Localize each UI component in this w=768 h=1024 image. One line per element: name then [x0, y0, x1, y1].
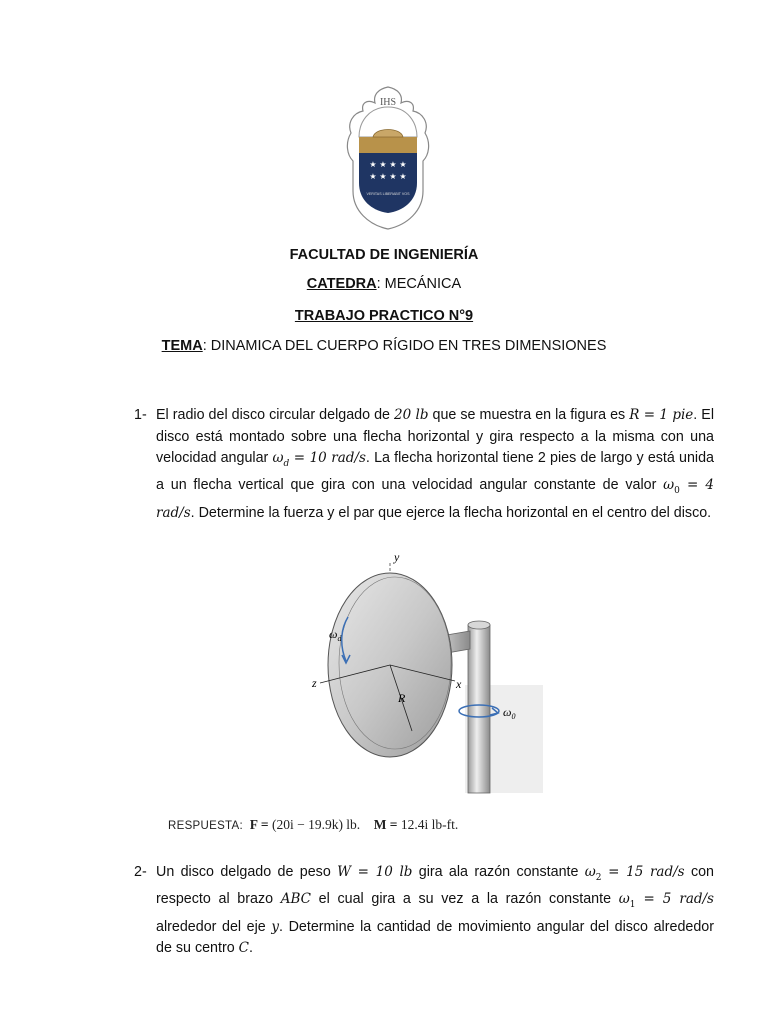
catedra-line: [0, 276, 768, 292]
svg-text:R: R: [398, 691, 406, 705]
tema-value: : DINAMICA DEL CUERPO RÍGIDO EN TRES DIMENSIONES: [202, 338, 607, 354]
svg-text:★: ★: [369, 172, 377, 181]
svg-text:★: ★: [389, 160, 397, 169]
practico-title: TRABAJO PRACTICO N°9: [294, 308, 474, 324]
svg-text:IHS: IHS: [379, 97, 397, 108]
svg-text:★: ★: [369, 160, 377, 169]
svg-text:★: ★: [379, 172, 387, 181]
catedra-label: CATEDRA: [306, 276, 377, 292]
svg-text:★: ★: [399, 160, 407, 169]
catedra-value: : MECÁNICA: [376, 276, 462, 292]
problem-1-text: El radio del disco circular delgado de 20 lb que se muestra en la figura es R = 1 pie. El disco está montado sobre una flecha horizontal y gira respecto a la misma con una velocidad angular $\omega_d = 10$ rad/s. La flecha horizontal tiene 2 pies de largo y está unida a un flecha vertical que gira con una velocidad angular constante de valor $\omega_0 = 4$ rad/s. Determine la fuerza y el par que ejerce la flecha horizontal en el centro del disco.: [156, 407, 715, 521]
svg-text:ω0: $\omega_0$: [503, 705, 516, 721]
problem-2: [134, 862, 714, 960]
disk-shaft-figure: [300, 545, 545, 795]
svg-text:x: x: [456, 677, 462, 691]
tema-label: TEMA: [161, 338, 203, 354]
svg-text:ωd: $\omega_d$: [329, 627, 342, 643]
faculty-title: FACULTAD DE INGENIERÍA: [289, 247, 479, 263]
svg-text:★: ★: [379, 160, 387, 169]
problem-1-answer: RESPUESTA: F = (20i − 19.9k) lb. M = 12.4i lb-ft.: [168, 817, 459, 832]
svg-text:y: y: [394, 550, 400, 564]
tema-line: [0, 338, 768, 354]
svg-text:z: z: [312, 676, 317, 690]
svg-text:★: ★: [399, 172, 407, 181]
university-seal-logo: [343, 83, 433, 231]
problem-2-number: 2-: [134, 864, 147, 880]
svg-text:★: ★: [389, 172, 397, 181]
problem-1-number: 1-: [134, 407, 147, 423]
problem-2-text: Un disco delgado de peso W = 10 lb gira ala razón constante $\omega_2 = 15$ rad/s con respecto al brazo ABC el cual gira a su vez a la razón constante $\omega_1 = 5$ rad/s alrededor del eje y. Determine la cantidad de movimiento angular del disco alrededor de su centro C.: [156, 864, 715, 957]
problem-1: [134, 405, 714, 524]
svg-text:VERITAS LIBERABIT VOS: VERITAS LIBERABIT VOS: [366, 192, 410, 196]
